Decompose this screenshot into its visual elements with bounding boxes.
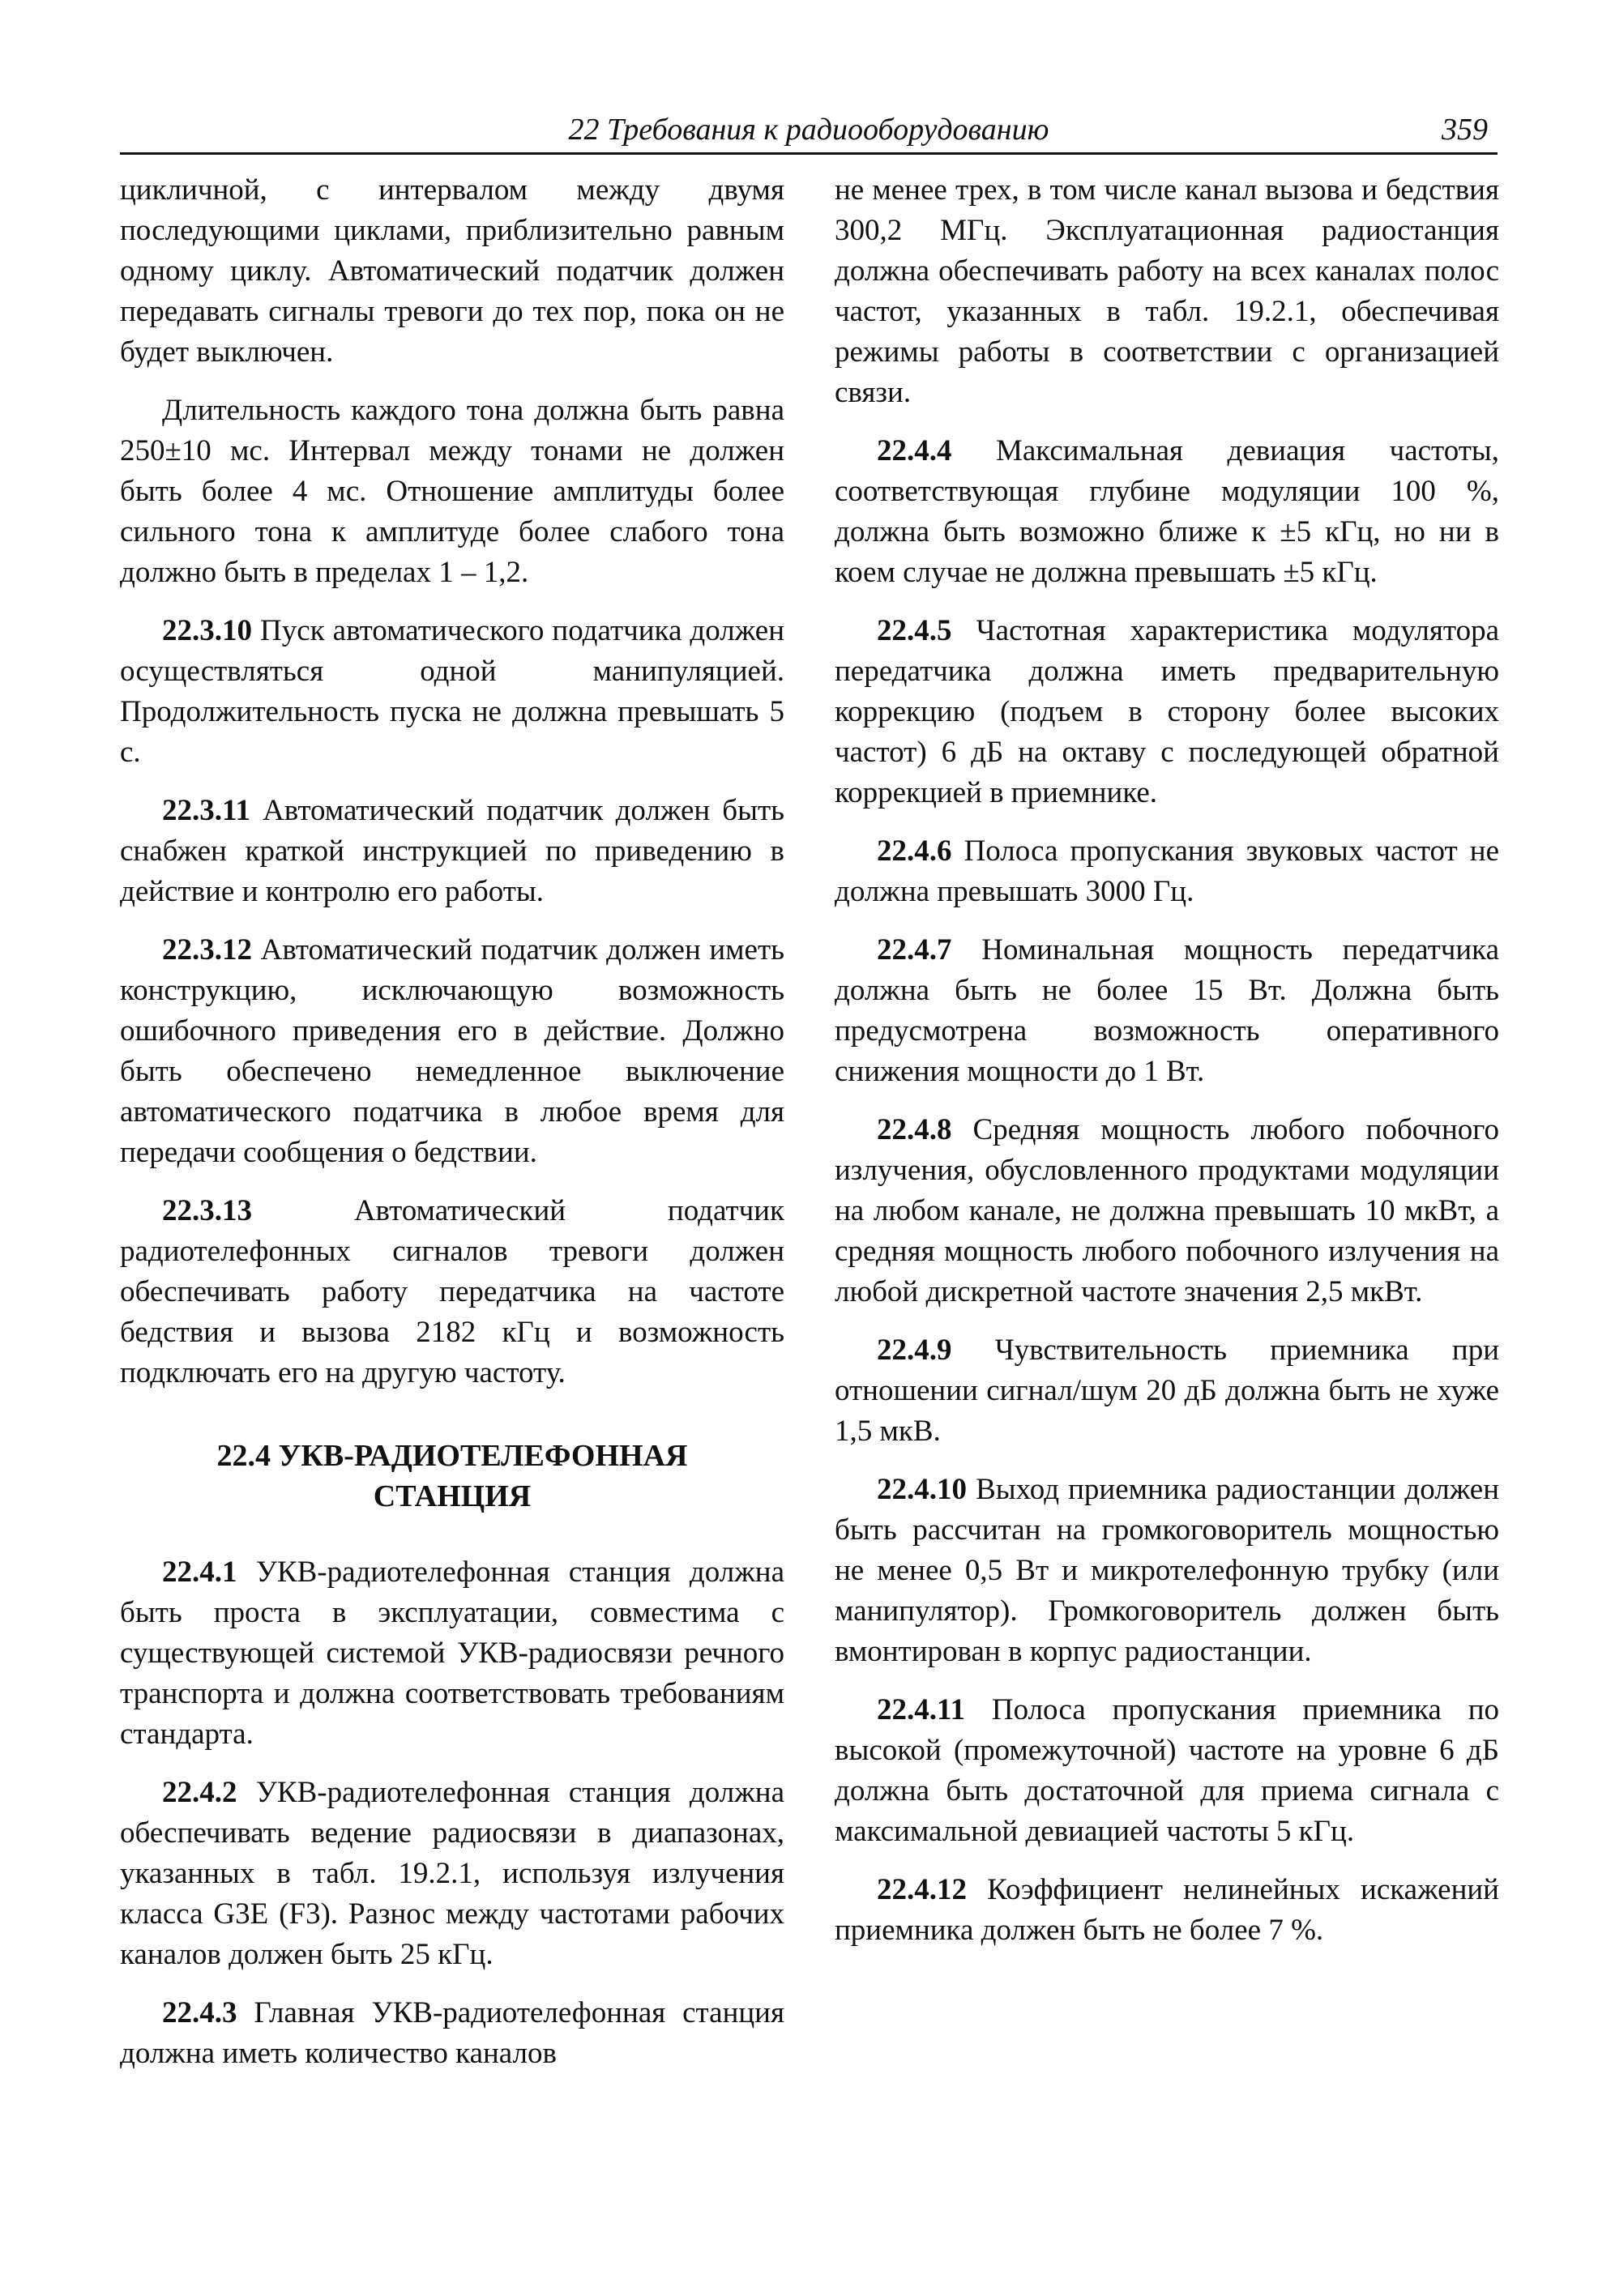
clause-number: 22.4.12 <box>877 1873 967 1906</box>
clause-text: Автоматический податчик должен быть снабжен краткой инструкцией по приведению в действие и контролю его работы. <box>120 794 785 908</box>
clause-number: 22.4.6 <box>877 834 952 868</box>
clause-text: Главная УКВ-радиотелефонная станция должна иметь количество каналов <box>120 1996 784 2070</box>
section-heading-line: СТАНЦИЯ <box>373 1479 532 1513</box>
clause-text: Выход приемника радиостанции должен быть рассчитан на громкоговоритель мощностью не менее 0,5 Вт и микротелефонную трубку (или манипулятор). Громкоговоритель должен быть вмонтирован в корпус радиостанции. <box>835 1473 1499 1668</box>
clause-text: Автоматический податчик должен иметь конструкцию, исключающую возможность ошибочного приведения его в действие. Должно быть обеспечено немедленное выключение автоматического податчика в любое время для передачи сообщения о бедствии. <box>120 933 785 1169</box>
clause-22-4-5 <box>835 611 1499 813</box>
clause-number: 22.3.12 <box>162 933 252 967</box>
clause-number: 22.3.13 <box>162 1194 252 1227</box>
left-column <box>120 170 784 2092</box>
clause-text: Автоматический податчик радиотелефонных сигналов тревоги должен обеспечивать работу передатчика на частоте бедствия и вызова 2182 кГц и возможность подключать его на другую частоту. <box>120 1194 784 1389</box>
clause-text: Максимальная девиация частоты, соответствующая глубине модуляции 100 %, должна быть возможно ближе к ±5 кГц, но ни в коем случае не должна превышать ±5 кГц. <box>835 434 1500 589</box>
paragraph: Длительность каждого тона должна быть равна 250±10 мс. Интервал между тонами не должен быть более 4 мс. Отношение амплитуды более сильного тона к амплитуде более слабого тона должно быть в пределах 1 – 1,2. <box>120 394 784 589</box>
clause-text: Полоса пропускания звуковых частот не должна превышать 3000 Гц. <box>835 834 1499 908</box>
clause-number: 22.4.4 <box>877 434 952 467</box>
clause-text: Номинальная мощность передатчика должна быть не более 15 Вт. Должна быть предусмотрена возможность оперативного снижения мощности до 1 Вт. <box>835 933 1499 1088</box>
clause-22-4-10 <box>835 1470 1499 1672</box>
clause-22-4-7 <box>835 930 1499 1092</box>
clause-22-4-11 <box>835 1690 1499 1852</box>
clause-text: Средняя мощность любого побочного излучения, обусловленного продуктами модуляции на любом канале, не должна превышать 10 мкВт, а средняя мощность любого побочного излучения на любой дискретной частоте значения 2,5 мкВт. <box>835 1113 1499 1308</box>
clause-text: Частотная характеристика модулятора передатчика должна иметь предварительную коррекцию (подъем в сторону более высоких частот) 6 дБ на октаву с последующей обратной коррекцией в приемнике. <box>835 614 1499 809</box>
section-heading <box>120 1436 784 1517</box>
clause-22-4-2 <box>120 1773 784 1975</box>
clause-22-3-12 <box>120 930 784 1173</box>
clause-number: 22.4.2 <box>162 1776 237 1809</box>
section-heading-line: 22.4 УКВ-РАДИОТЕЛЕФОННАЯ <box>216 1439 688 1473</box>
running-title: 22 Требования к радиооборудованию <box>568 113 1049 147</box>
clause-number: 22.4.5 <box>877 614 952 647</box>
clause-22-4-6 <box>835 831 1499 912</box>
clause-text: Коэффициент нелинейных искажений приемника должен быть не более 7 %. <box>835 1873 1499 1947</box>
clause-22-4-4 <box>835 431 1499 593</box>
clause-text: Пуск автоматического податчика должен осуществляться одной манипуляцией. Продолжительность пуска не должна превышать 5 с. <box>120 614 784 769</box>
clause-22-4-1 <box>120 1552 784 1755</box>
right-column <box>835 170 1499 1969</box>
clause-number: 22.4.8 <box>877 1113 952 1146</box>
clause-number: 22.3.11 <box>162 794 250 827</box>
clause-number: 22.4.9 <box>877 1334 952 1367</box>
clause-22-4-3 <box>120 1993 784 2074</box>
page-header <box>120 104 1498 155</box>
clause-number: 22.4.10 <box>877 1473 967 1506</box>
clause-number: 22.4.7 <box>877 933 952 967</box>
paragraph: цикличной, с интервалом между двумя последующими циклами, приблизительно равным одному циклу. Автоматический податчик должен передавать сигналы тревоги до тех пор, пока он не будет выключен. <box>120 173 784 369</box>
clause-22-3-10 <box>120 611 784 773</box>
paragraph: не менее трех, в том числе канал вызова и бедствия 300,2 МГц. Эксплуатационная радиостанция должна обеспечивать работу на всех каналах полос частот, указанных в табл. 19.2.1, обеспечивая режимы работы в соответствии с организацией связи. <box>835 173 1499 409</box>
clause-text: Полоса пропускания приемника по высокой (промежуточной) частоте на уровне 6 дБ должна быть достаточной для приема сигнала с максимальной девиацией частоты 5 кГц. <box>835 1693 1500 1848</box>
clause-text: УКВ-радиотелефонная станция должна быть проста в эксплуатации, совместима с существующей системой УКВ-радиосвязи речного транспорта и должна соответствовать требованиям стандарта. <box>120 1556 785 1751</box>
clause-number: 22.4.3 <box>162 1996 237 2029</box>
clause-number: 22.4.11 <box>877 1693 965 1726</box>
clause-22-4-9 <box>835 1330 1499 1452</box>
clause-22-3-11 <box>120 791 784 912</box>
clause-number: 22.4.1 <box>162 1556 237 1589</box>
clause-22-4-12 <box>835 1870 1499 1951</box>
clause-text: Чувствительность приемника при отношении сигнал/шум 20 дБ должна быть не хуже 1,5 мкВ. <box>835 1334 1499 1448</box>
clause-number: 22.3.10 <box>162 614 252 647</box>
clause-22-3-13 <box>120 1191 784 1393</box>
clause-22-4-8 <box>835 1110 1499 1312</box>
clause-text: УКВ-радиотелефонная станция должна обеспечивать ведение радиосвязи в диапазонах, указанных в табл. 19.2.1, используя излучения класса G3E (F3). Разнос между частотами рабочих каналов должен быть 25 кГц. <box>120 1776 785 1971</box>
page-number: 359 <box>1442 113 1488 147</box>
